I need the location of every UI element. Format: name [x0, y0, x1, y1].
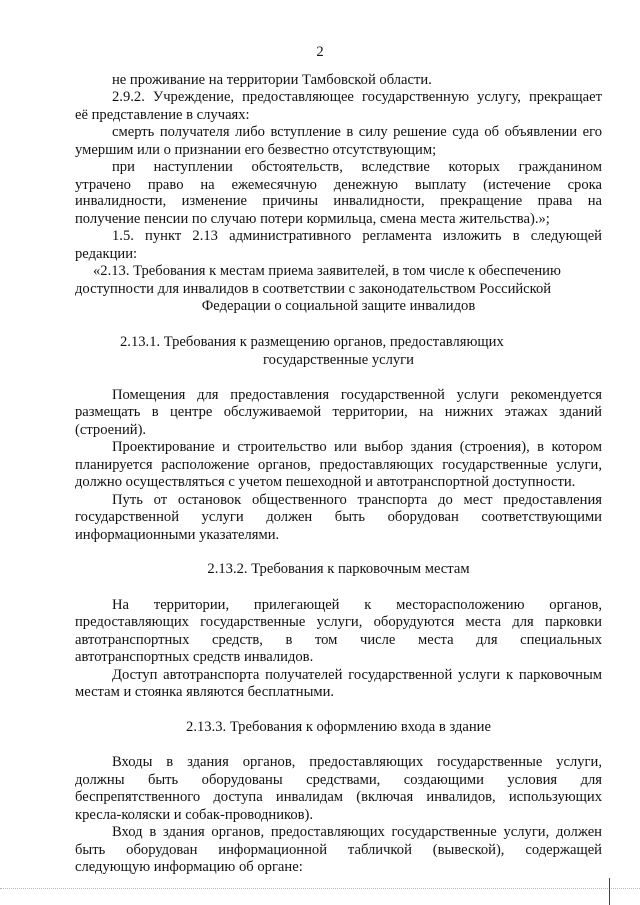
- text-line-l17: Помещения для предоставления государственной услуги рекомендуется: [112, 387, 602, 403]
- text-line-l30: автотранспортных средств инвалидов.: [75, 649, 314, 665]
- text-line-l36: беспрепятственного доступа инвалидам (включая инвалидов, использующих: [75, 789, 602, 805]
- text-line-l07: утрачено право на ежемесячную денежную выплату (истечение срока: [75, 177, 602, 193]
- text-line-l28: предоставляющих государственные услуги, оборудуются места для парковки: [75, 614, 602, 630]
- text-line-l18: размещать в центре обслуживаемой территории, на нижних этажах зданий: [75, 404, 602, 420]
- scan-edge-mark: [609, 878, 610, 905]
- page-number: 2: [316, 44, 324, 60]
- text-line-l25: информационными указателями.: [75, 527, 280, 543]
- text-line-l40: следующую информацию об органе:: [75, 859, 303, 875]
- scan-bottom-rule: [0, 888, 640, 889]
- text-line-l26: 2.13.2. Требования к парковочным местам: [207, 561, 470, 577]
- text-line-l08: инвалидности, изменение причины инвалидности, прекращение права на: [75, 193, 602, 209]
- text-line-l32: местам и стоянка являются бесплатными.: [75, 684, 335, 700]
- text-line-l01: не проживание на территории Тамбовской области.: [112, 72, 432, 88]
- text-line-l29: автотранспортных средств, в том числе места для специальных: [75, 632, 602, 648]
- text-line-l21: планируется расположение органов, предоставляющих государственные услуги,: [75, 457, 602, 473]
- text-line-l35: должны быть оборудованы средствами, создающими условия для: [75, 772, 602, 788]
- text-line-l05: умершим или о признании его безвестно отсутствующим;: [75, 142, 437, 158]
- text-line-l37: кресла-коляски и собак-проводников).: [75, 807, 314, 823]
- text-line-l38: Вход в здания органов, предоставляющих государственные услуги, должен: [112, 824, 602, 840]
- text-line-l23: Путь от остановок общественного транспорта до мест предоставления: [112, 492, 602, 508]
- text-line-l24: государственной услуги должен быть оборудован соответствующими: [75, 509, 602, 525]
- text-line-l03: её представление в случаях:: [75, 107, 250, 123]
- text-line-l39: быть оборудован информационной табличкой (вывеской), содержащей: [75, 842, 602, 858]
- text-line-l10: 1.5. пункт 2.13 административного регламента изложить в следующей: [112, 228, 602, 244]
- text-line-l15: 2.13.1. Требования к размещению органов, предоставляющих: [120, 334, 504, 350]
- text-line-l22: должно осуществляться с учетом пешеходной и автотранспортной доступности.: [75, 474, 576, 490]
- text-line-l02: 2.9.2. Учреждение, предоставляющее государственную услугу, прекращает: [112, 89, 602, 105]
- text-line-l14: Федерации о социальной защите инвалидов: [201, 298, 476, 314]
- text-line-l13: доступности для инвалидов в соответствии с законодательством Российской: [75, 281, 552, 297]
- text-line-l12: «2.13. Требования к местам приема заявителей, в том числе к обеспечению: [93, 263, 561, 279]
- text-line-l16: государственные услуги: [263, 352, 414, 368]
- text-line-l20: Проектирование и строительство или выбор здания (строения), в котором: [112, 439, 602, 455]
- text-line-l33: 2.13.3. Требования к оформлению входа в здание: [186, 719, 491, 735]
- text-line-l27: На территории, прилегающей к месторасположению органов,: [112, 597, 602, 613]
- text-line-l19: (строений).: [75, 422, 147, 438]
- text-line-l34: Входы в здания органов, предоставляющих государственные услуги,: [112, 754, 602, 770]
- text-line-l31: Доступ автотранспорта получателей государственной услуги к парковочным: [112, 667, 602, 683]
- text-line-l09: получение пенсии по случаю потери кормильца, смена места жительства).»;: [75, 211, 550, 227]
- text-line-l11: редакции:: [75, 246, 138, 262]
- text-line-l04: смерть получателя либо вступление в силу решение суда об объявлении его: [112, 124, 602, 140]
- text-line-l06: при наступлении обстоятельств, вследствие которых гражданином: [112, 159, 602, 175]
